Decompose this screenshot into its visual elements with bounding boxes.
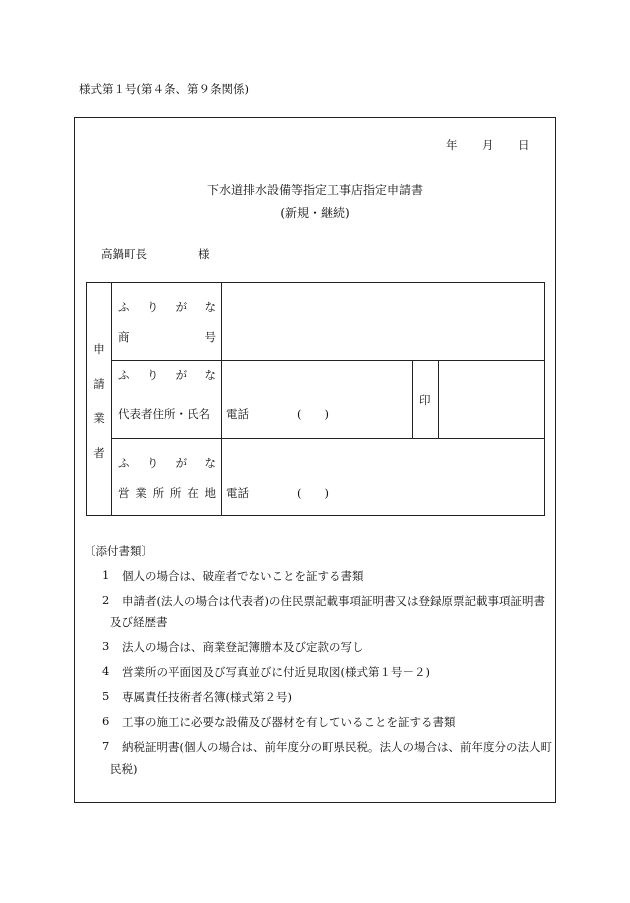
furigana-label: ふ り が な <box>118 300 216 314</box>
applicant-table <box>86 282 545 516</box>
attachment-item-continuation: 及び経歴書 <box>110 615 168 629</box>
form-number: 様式第１号(第４条、第９条関係) <box>79 82 249 96</box>
phone-parens: ( ) <box>297 486 329 500</box>
business-location-field[interactable] <box>226 444 538 478</box>
seal-label: 印 <box>419 393 431 407</box>
trade-name-field[interactable] <box>226 290 538 354</box>
phone-parens: ( ) <box>297 407 329 421</box>
side-label-char: 申 <box>93 342 105 356</box>
phone-label: 電話 <box>226 486 249 500</box>
date-day-label: 日 <box>518 138 530 152</box>
phone-label: 電話 <box>226 407 249 421</box>
attachment-item-continuation: 民税) <box>110 762 138 776</box>
document-title: 下水道排水設備等指定工事店指定申請書 <box>206 183 423 197</box>
representative-label: 代表者住所・氏名 <box>118 407 210 421</box>
date-year-label: 年 <box>446 138 458 152</box>
document-subtitle: (新規・継続) <box>280 206 350 220</box>
trade-name-label: 商 号 <box>118 330 216 344</box>
addressee-name: 高鍋町長 <box>101 247 147 261</box>
side-label-char: 者 <box>93 446 105 460</box>
side-label-char: 業 <box>93 411 105 425</box>
side-label-char: 請 <box>93 377 105 391</box>
representative-field[interactable] <box>226 366 406 400</box>
business-location-label: 営 業 所 所 在 地 <box>118 486 216 500</box>
date-month-label: 月 <box>482 138 494 152</box>
furigana-label: ふ り が な <box>118 456 216 470</box>
furigana-label: ふ り が な <box>118 368 216 382</box>
addressee-suffix: 様 <box>198 247 210 261</box>
attachments-heading: 〔添付書類〕 <box>84 544 153 558</box>
